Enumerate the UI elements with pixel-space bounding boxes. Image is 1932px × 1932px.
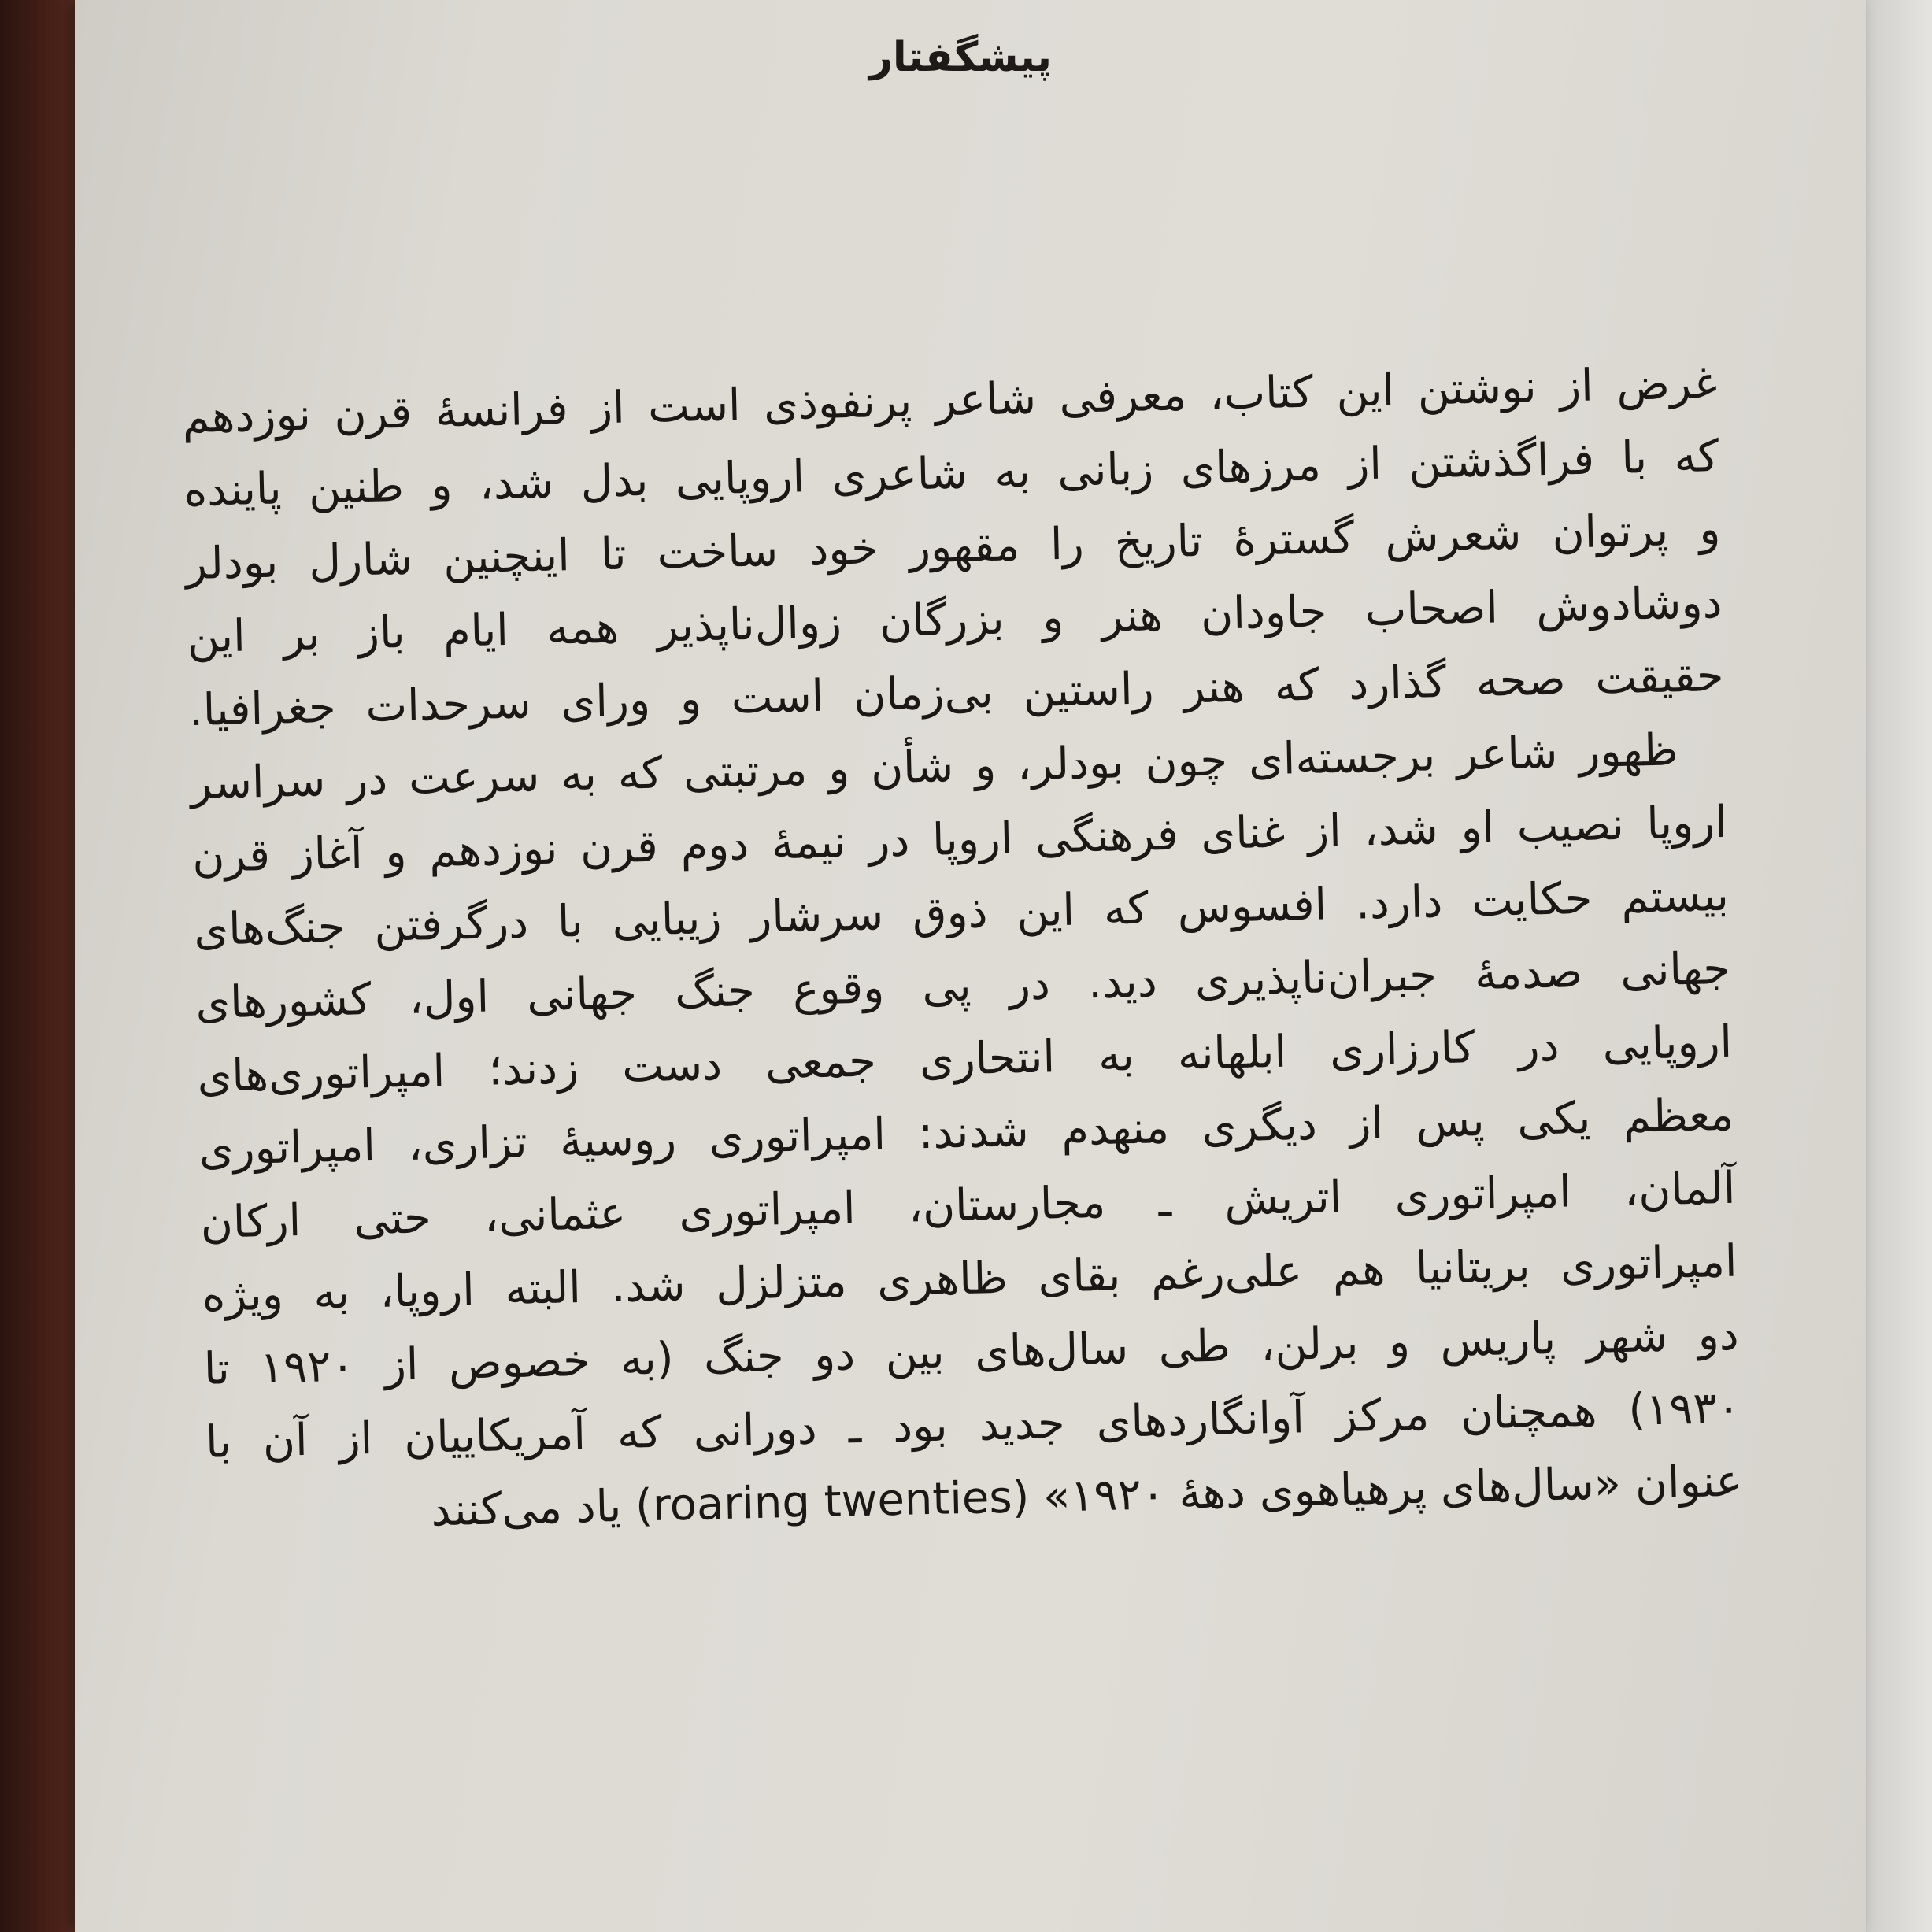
text-line: و پرتوان شعرش گسترهٔ تاریخ را مقهور خود ساخت تا اینچنین شارل بودلر: [185, 503, 1722, 590]
text-line: معظم یکی پس از دیگری منهدم شدند: امپراتوری روسیهٔ تزاری، امپراتوری: [198, 1089, 1734, 1175]
text-line: دوشادوش اصحاب جاودان هنر و بزرگان زوال‌ناپذیر همه ایام باز بر این: [187, 576, 1723, 664]
text-line: امپراتوری بریتانیا هم علی‌رغم بقای ظاهری متزلزل شد. البته اروپا، به ویژه: [202, 1235, 1738, 1322]
next-page-edge: [1861, 0, 1932, 1932]
text-line: غرض از نوشتن این کتاب، معرفی شاعر پرنفوذی است از فرانسهٔ قرن نوزدهم: [181, 357, 1718, 444]
text-line: که با فراگذشتن از مرزهای زبانی به شاعری اروپایی بدل شد، و طنین پاینده: [183, 430, 1719, 517]
page-heading: پیشگفتار: [868, 34, 1053, 81]
body-text: [182, 346, 1743, 1553]
text-line: ۱۹۳۰) همچنان مرکز آوانگاردهای جدید بود ـ دورانی که آمریکاییان از آن با: [205, 1382, 1741, 1468]
text-line: حقیقت صحه گذارد که هنر راستین بی‌زمان است و ورای سرحدات جغرافیا.: [188, 650, 1725, 737]
text-line: آلمان، امپراتوری اتریش ـ مجارستان، امپراتوری عثمانی، حتی ارکان: [200, 1162, 1737, 1249]
text-line: اروپا نصیب او شد، از غنای فرهنگی اروپا در نیمهٔ دوم قرن نوزدهم و آغاز قرن: [191, 796, 1728, 883]
text-line: جهانی صدمهٔ جبران‌ناپذیری دید. در پی وقوع جنگ جهانی اول، کشورهای: [194, 942, 1731, 1030]
text-line: بیستم حکایت دارد. افسوس که این ذوق سرشار زیبایی با درگرفتن جنگ‌های: [193, 869, 1730, 957]
text-line: دو شهر پاریس و برلن، طی سال‌های بین دو جنگ (به خصوص از ۱۹۲۰ تا: [203, 1308, 1740, 1395]
text-line: اروپایی در کارزاری ابلهانه به انتحاری جمعی دست زدند؛ امپراتوری‌های: [196, 1016, 1733, 1103]
text-line: عنوان «سال‌های پرهیاهوی دههٔ ۱۹۲۰» (roaring twenties) یاد می‌کنند: [430, 1455, 1743, 1537]
text-line: ظهور شاعر برجسته‌ای چون بودلر، و شأن و مرتبتی که به سرعت در سراسر: [190, 724, 1679, 810]
